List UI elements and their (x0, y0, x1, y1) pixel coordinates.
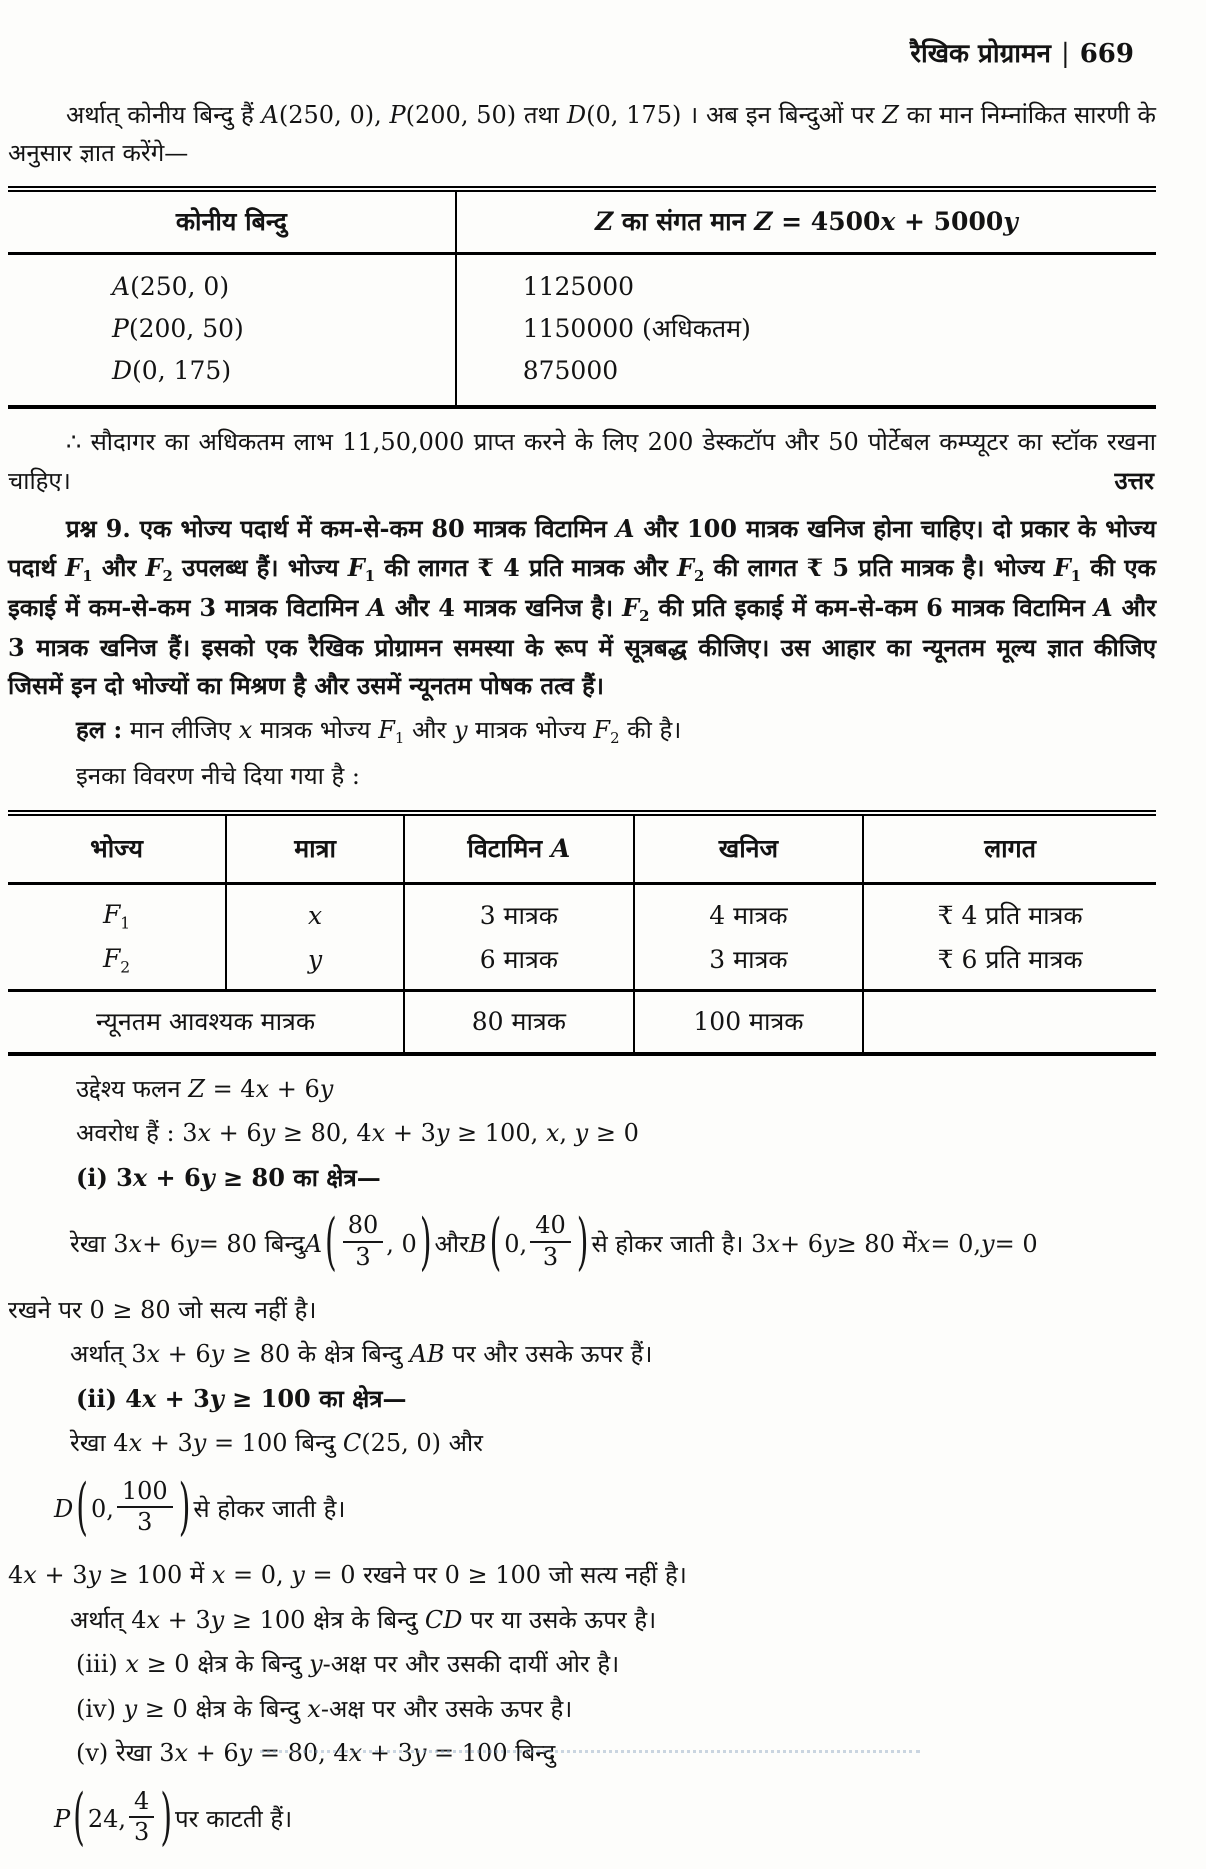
table2-f1-vitamin: 3 मात्रक (404, 883, 634, 938)
table2-f1-mineral: 4 मात्रक (634, 883, 864, 938)
table1-point-p: P(200, 50) (112, 314, 244, 344)
item-v-line: (v) रेखा 3x + 6y = 80, 4x + 3y = 100 बिन्दु (76, 1739, 556, 1768)
table2-minimum-row (8, 990, 1156, 1054)
table1-point-d: D(0, 175) (112, 356, 232, 386)
corner-points-table (8, 186, 1156, 409)
region2-check: 4x + 3y ≥ 100 में x = 0, y = 0 रखने पर 0 ≥ 100 जो सत्य नहीं है। (8, 1561, 687, 1590)
page-header (8, 34, 1156, 76)
region2-heading: (ii) 4x + 3y ≥ 100 का क्षेत्र— (76, 1383, 407, 1413)
conclusion-text: ∴ सौदागर का अधिकतम लाभ 11,50,000 प्राप्त करने के लिए 200 डेस्कटॉप और 50 पोर्टेबल कम्प्यूटर का स्टॉक रखना चाहिए। (8, 428, 1156, 495)
table2-minimum-mineral: 100 मात्रक (634, 990, 864, 1054)
table1-point-a: A(250, 0) (112, 272, 230, 302)
answer-label: उत्तर (1114, 465, 1154, 495)
table2-f2-qty: y (226, 938, 404, 991)
region1-note: अर्थात् 3x + 6y ≥ 80 के क्षेत्र बिन्दु AB पर और उसके ऊपर हैं। (70, 1340, 653, 1369)
table2-f2-cost: ₹ 6 प्रति मात्रक (863, 938, 1156, 991)
question-9-paragraph: प्रश्न 9. एक भोज्य पदार्थ में कम-से-कम 80 मात्रक विटामिन A और 100 मात्रक खनिज होना चाहिए। दो प्रकार के भोज्य पदार्थ $F_1$ और $F_2$ उपलब्ध हैं। भोज्य $F_1$ की लागत ₹ 4 प्रति मात्रक और $F_2$ की लागत ₹ 5 प्रति मात्रक है। भोज्य $F_1$ की एक इकाई में कम-से-कम 3 मात्रक विटामिन A और 4 मात्रक खनिज है। $F_2$ की प्रति इकाई में कम-से-कम 6 मात्रक विटामिन A और 3 मात्रक खनिज हैं। इसको एक रैखिक प्रोग्रामन समस्या के रूप में सूत्रबद्ध कीजिए। उस आहार का न्यूनतम मूल्य ज्ञात कीजिए जिसमें इन दो भोज्यों का मिश्रण है और उसमें न्यूनतम पोषक तत्व हैं। (8, 514, 1157, 700)
table-row (8, 308, 1156, 350)
table2-minimum-vitamin: 80 मात्रक (404, 990, 634, 1054)
table2-header-quantity: मात्रा (226, 813, 404, 884)
conclusion-block (8, 423, 1156, 500)
region1-continuation: रखने पर 0 ≥ 80 जो सत्य नहीं है। (8, 1295, 317, 1324)
page-number: 669 (1079, 39, 1134, 69)
table2-header-vitamin-a: विटामिन A (404, 813, 634, 884)
table2-minimum-cost (863, 990, 1156, 1054)
table2-f1-cost: ₹ 4 प्रति मात्रक (863, 883, 1156, 938)
table2-header-food: भोज्य (8, 813, 226, 884)
solution-assumption-line: हल : मान लीजिए x मात्रक भोज्य $F_1$ और y मात्रक भोज्य $F_2$ की है। (76, 715, 682, 748)
table2-header-row (8, 813, 1156, 884)
intersection-line: P ( 24, $\frac{4}{3}$ ) पर काटती हैं। (54, 1782, 293, 1855)
item-iv-line: (iv) y ≥ 0 क्षेत्र के बिन्दु x-अक्ष पर और उसके ऊपर है। (76, 1694, 573, 1723)
region2-line1: रेखा 4x + 3y = 100 बिन्दु C(25, 0) और (70, 1429, 483, 1458)
table2-f1-name: $F_1$ (102, 900, 131, 933)
region2-line2: D ( 0, $\frac{100}{3}$ ) से होकर जाती है। (54, 1472, 346, 1545)
table1-value-d: 875000 (456, 350, 1156, 407)
table2-f2-mineral: 3 मात्रक (634, 938, 864, 991)
table-row (8, 350, 1156, 407)
header-divider: | (1060, 39, 1070, 69)
table2-f1-qty: x (226, 883, 404, 938)
table2-f2-name: $F_2$ (102, 944, 131, 977)
table-row (8, 883, 1156, 938)
region1-line: रेखा 3 x + 6 y = 80 बिन्दु A ( $\frac{80}{3}$ , 0 ) और B ( 0, $\frac{40}{3}$ ) से होकर जाती है। 3 x + 6 y ≥ 80 में x = 0, y = 0 (70, 1206, 1038, 1279)
region2-note: अर्थात् 4x + 3y ≥ 100 क्षेत्र के बिन्दु CD पर या उसके ऊपर है। (70, 1605, 657, 1634)
table2-minimum-label: न्यूनतम आवश्यक मात्रक (8, 990, 404, 1054)
table-row (8, 938, 1156, 991)
table1-value-a: 1125000 (456, 254, 1156, 309)
solution-detail-line: इनका विवरण नीचे दिया गया है : (76, 762, 360, 791)
table2-header-cost: लागत (863, 813, 1156, 884)
item-iii-line: (iii) x ≥ 0 क्षेत्र के बिन्दु y-अक्ष पर और उसकी दायीं ओर है। (76, 1650, 620, 1679)
chapter-title: रैखिक प्रोग्रामन (910, 39, 1051, 69)
scan-artifact-line (260, 1750, 920, 1753)
table1-header-corner-point: कोनीय बिन्दु (8, 189, 456, 254)
table2-f2-vitamin: 6 मात्रक (404, 938, 634, 991)
food-details-table (8, 810, 1156, 1056)
table1-header-z-value: Z का संगत मान Z = 4500x + 5000y (456, 189, 1156, 254)
table2-header-mineral: खनिज (634, 813, 864, 884)
objective-function-line: उद्देश्य फलन Z = 4x + 6y (76, 1074, 334, 1103)
constraints-line: अवरोध हैं : 3x + 6y ≥ 80, 4x + 3y ≥ 100, x, y ≥ 0 (76, 1119, 639, 1148)
region1-heading: (i) 3x + 6y ≥ 80 का क्षेत्र— (76, 1162, 381, 1192)
table-row (8, 254, 1156, 309)
table1-header-row (8, 189, 1156, 254)
intro-paragraph: अर्थात् कोनीय बिन्दु हैं A(250, 0), P(200, 50) तथा D(0, 175) । अब इन बिन्दुओं पर Z का मान निम्नांकित सारणी के अनुसार ज्ञात करेंगे— (8, 100, 1156, 167)
table1-value-p: 1150000 (अधिकतम) (456, 308, 1156, 350)
